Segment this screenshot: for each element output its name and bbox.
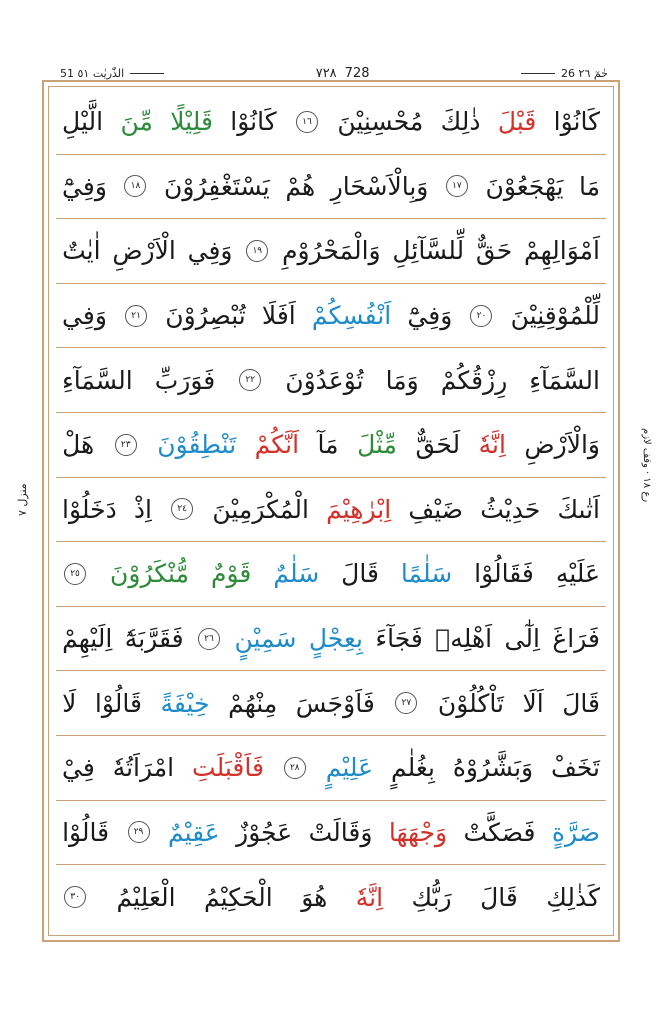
verse-word: فَوَرَبِّ xyxy=(154,365,216,395)
verse-word: الْاَرْضِ xyxy=(112,236,176,266)
text-line-11 xyxy=(56,736,606,801)
verse-word: حَدِيْثُ xyxy=(480,494,541,524)
ayah-number-marker: ٣٠ xyxy=(64,886,86,908)
text-line-9 xyxy=(56,607,606,672)
ayah-number-marker: ٢٤ xyxy=(171,498,193,520)
verse-word: بِعِجْلٍ xyxy=(308,624,363,654)
verse-word: حَقٌّ xyxy=(475,236,513,266)
verse-word: مَا xyxy=(578,171,600,201)
ayah-number-marker: ١٩ xyxy=(246,240,268,262)
verse-word: اَنَّكُمْ xyxy=(254,430,300,460)
ayah-number-marker: ١٦ xyxy=(296,111,318,133)
verse-word: اِلٰٓى xyxy=(504,624,540,654)
verse-word: فِيْ xyxy=(62,753,95,783)
verse-word: رِزْقُكُمْ xyxy=(440,365,508,395)
page-number-arabic: ٧٢٨ xyxy=(315,65,337,81)
text-line-7 xyxy=(56,478,606,543)
verse-word: كَذٰلِكِ xyxy=(546,882,600,912)
verse-word: قَالَ xyxy=(480,882,518,912)
text-line-1 xyxy=(56,90,606,155)
page-number: 728 xyxy=(344,65,370,81)
verse-word: عَجُوْزٌ xyxy=(236,817,293,847)
verse-word: تَنْطِقُوْنَ xyxy=(157,430,237,460)
verse-word: اَفَلَا xyxy=(261,301,296,331)
verse-word: فَرَاغَ xyxy=(552,624,600,654)
verse-word: وَفِي xyxy=(62,301,107,331)
verse-word: خِيْفَةً xyxy=(160,688,210,718)
text-line-13 xyxy=(56,865,606,930)
text-line-5 xyxy=(56,348,606,413)
ayah-number-marker: ٢٠ xyxy=(470,305,492,327)
verse-word: تُوْعَدُوْنَ xyxy=(285,365,364,395)
verse-word: قَلِيْلًا xyxy=(170,107,213,137)
verse-word: قَبْلَ xyxy=(497,107,537,137)
verse-word: مَآ xyxy=(317,430,339,460)
header-page xyxy=(316,66,370,81)
verse-word: وَفِي xyxy=(187,236,233,266)
verse-word: ذٰلِكَ xyxy=(440,107,481,137)
ayah-number-marker: ٢٩ xyxy=(128,821,150,843)
verse-word: اَمْوَالِهِمْ xyxy=(524,236,600,266)
surah-reference: 26 حٰمٓ ٢٦ xyxy=(561,66,608,80)
verse-word: صَرَّةٍ xyxy=(551,817,600,847)
verse-word: اِنَّهٗ xyxy=(355,882,384,912)
verse-word: وَمَا xyxy=(385,365,419,395)
verse-word: السَّمَآءِ xyxy=(529,365,600,395)
verse-word: مُحْسِنِيْنَ xyxy=(337,107,424,137)
ruku-marker: رع ١٨ · وقف لازم xyxy=(641,427,652,503)
verse-word: وَفِيْٓ xyxy=(407,301,453,331)
verse-word: لَحَقٌّ xyxy=(415,430,461,460)
verse-word: عَقِيْمٌ xyxy=(167,817,220,847)
verse-word: قَالَ xyxy=(562,688,600,718)
verse-word: قَالَ xyxy=(341,559,379,589)
verse-word: عَلَيْهِ xyxy=(555,559,600,589)
verse-word: وَجْهَهَا xyxy=(388,817,448,847)
verse-word: اَلَا xyxy=(522,688,544,718)
verse-word: الْمُكْرَمِيْنَ xyxy=(212,494,309,524)
verse-word: الْحَكِيْمُ xyxy=(204,882,273,912)
text-line-6 xyxy=(56,413,606,478)
verse-word: مُّنْكَرُوْنَ xyxy=(110,559,189,589)
text-line-2 xyxy=(56,155,606,220)
verse-word: وَقَالَتْ xyxy=(308,817,373,847)
text-line-10 xyxy=(56,671,606,736)
ayah-number-marker: ١٧ xyxy=(446,175,468,197)
verse-word: هُمْ xyxy=(285,171,316,201)
verse-word: السَّمَآءِ xyxy=(62,365,133,395)
verse-word: فَاَوْجَسَ xyxy=(295,688,375,718)
verse-word: قَوْمٌ xyxy=(210,559,252,589)
verse-word: اٰيٰتٌ xyxy=(62,236,101,266)
verse-word: اِلَيْهِمْ xyxy=(62,624,113,654)
header-surah xyxy=(521,67,608,80)
verse-word: يَسْتَغْفِرُوْنَ xyxy=(164,171,270,201)
ayah-number-marker: ٢٣ xyxy=(115,434,137,456)
verse-word: اِنَّهٗ xyxy=(478,430,506,460)
verse-word: وَبِالْاَسْحَارِ xyxy=(330,171,429,201)
verse-word: اَنْفُسِكُمْ xyxy=(311,301,392,331)
verse-word: بِغُلٰمٍ xyxy=(390,753,435,783)
verse-word: كَانُوْا xyxy=(553,107,600,137)
verse-word: فَصَكَّتْ xyxy=(463,817,536,847)
ayah-number-marker: ٢١ xyxy=(125,305,147,327)
verse-word: لِّلسَّآئِلِ xyxy=(392,236,465,266)
ayah-number-marker: ٢٨ xyxy=(284,757,306,779)
verse-word: سَلٰمًا xyxy=(400,559,453,589)
verse-word: وَبَشَّرُوْهُ xyxy=(452,753,534,783)
verse-word: فَجَآءَ xyxy=(375,624,423,654)
verse-word: فَقَالُوْا xyxy=(474,559,534,589)
ayah-number-marker: ١٨ xyxy=(124,175,146,197)
verse-word: لَا xyxy=(62,688,77,718)
verse-word: كَانُوْا xyxy=(230,107,277,137)
ayah-number-marker: ٢٥ xyxy=(64,563,86,585)
verse-word: هُوَ xyxy=(301,882,328,912)
verse-word: تَخَفْ xyxy=(551,753,600,783)
text-line-4 xyxy=(56,284,606,349)
verse-word: قَالُوْا xyxy=(62,817,110,847)
verse-word: رَبُّكِ xyxy=(411,882,452,912)
verse-word: فَقَرَّبَهٗٓ xyxy=(124,624,184,654)
ayah-number-marker: ٢٦ xyxy=(198,628,220,650)
verse-word: سَمِيْنٍ xyxy=(234,624,297,654)
verse-word: تَاْكُلُوْنَ xyxy=(437,688,504,718)
verse-word: ضَيْفِ xyxy=(408,494,464,524)
verse-word: سَلٰمٌ xyxy=(273,559,320,589)
verse-word: عَلِيْمٍ xyxy=(325,753,374,783)
verse-word: مِّنَ xyxy=(120,107,153,137)
text-line-12 xyxy=(56,801,606,866)
header-juz xyxy=(60,67,164,80)
verse-word: هَلْ xyxy=(62,430,95,460)
verse-word: مِنْهُمْ xyxy=(228,688,278,718)
verse-word: دَخَلُوْا xyxy=(62,494,117,524)
verse-word: لِّلْمُوْقِنِيْنَ xyxy=(510,301,600,331)
quran-text-lines xyxy=(56,90,606,930)
verse-word: وَالْمَحْرُوْمِ xyxy=(282,236,381,266)
text-line-3 xyxy=(56,219,606,284)
verse-word: تُبْصِرُوْنَ xyxy=(165,301,246,331)
verse-word: وَفِيْٓ xyxy=(62,171,107,201)
header-rule-right xyxy=(521,73,555,74)
page-header xyxy=(60,64,608,82)
verse-word: فَاَقْبَلَتِ xyxy=(192,753,264,783)
verse-word: مِّثْلَ xyxy=(357,430,397,460)
text-line-8 xyxy=(56,542,606,607)
verse-word: امْرَاَتُهٗ xyxy=(112,753,175,783)
verse-word: الْعَلِيْمُ xyxy=(116,882,176,912)
verse-word: الَّيْلِ xyxy=(62,107,104,137)
verse-word: اَتٰىكَ xyxy=(557,494,600,524)
verse-word: يَهْجَعُوْنَ xyxy=(485,171,564,201)
verse-word: اَهْلِهٖ xyxy=(435,624,493,654)
verse-word: وَالْاَرْضِ xyxy=(524,430,600,460)
ayah-number-marker: ٢٢ xyxy=(239,369,261,391)
verse-word: اِبْرٰهِيْمَ xyxy=(326,494,392,524)
verse-word: اِذْ xyxy=(133,494,153,524)
header-rule-left xyxy=(130,73,164,74)
ayah-number-marker: ٢٧ xyxy=(395,692,417,714)
manzil-marker: منزل ٧ xyxy=(16,483,29,517)
juz-reference: 51 الذّٰریٰت ٥١ xyxy=(60,66,125,80)
verse-word: قَالُوْا xyxy=(94,688,142,718)
